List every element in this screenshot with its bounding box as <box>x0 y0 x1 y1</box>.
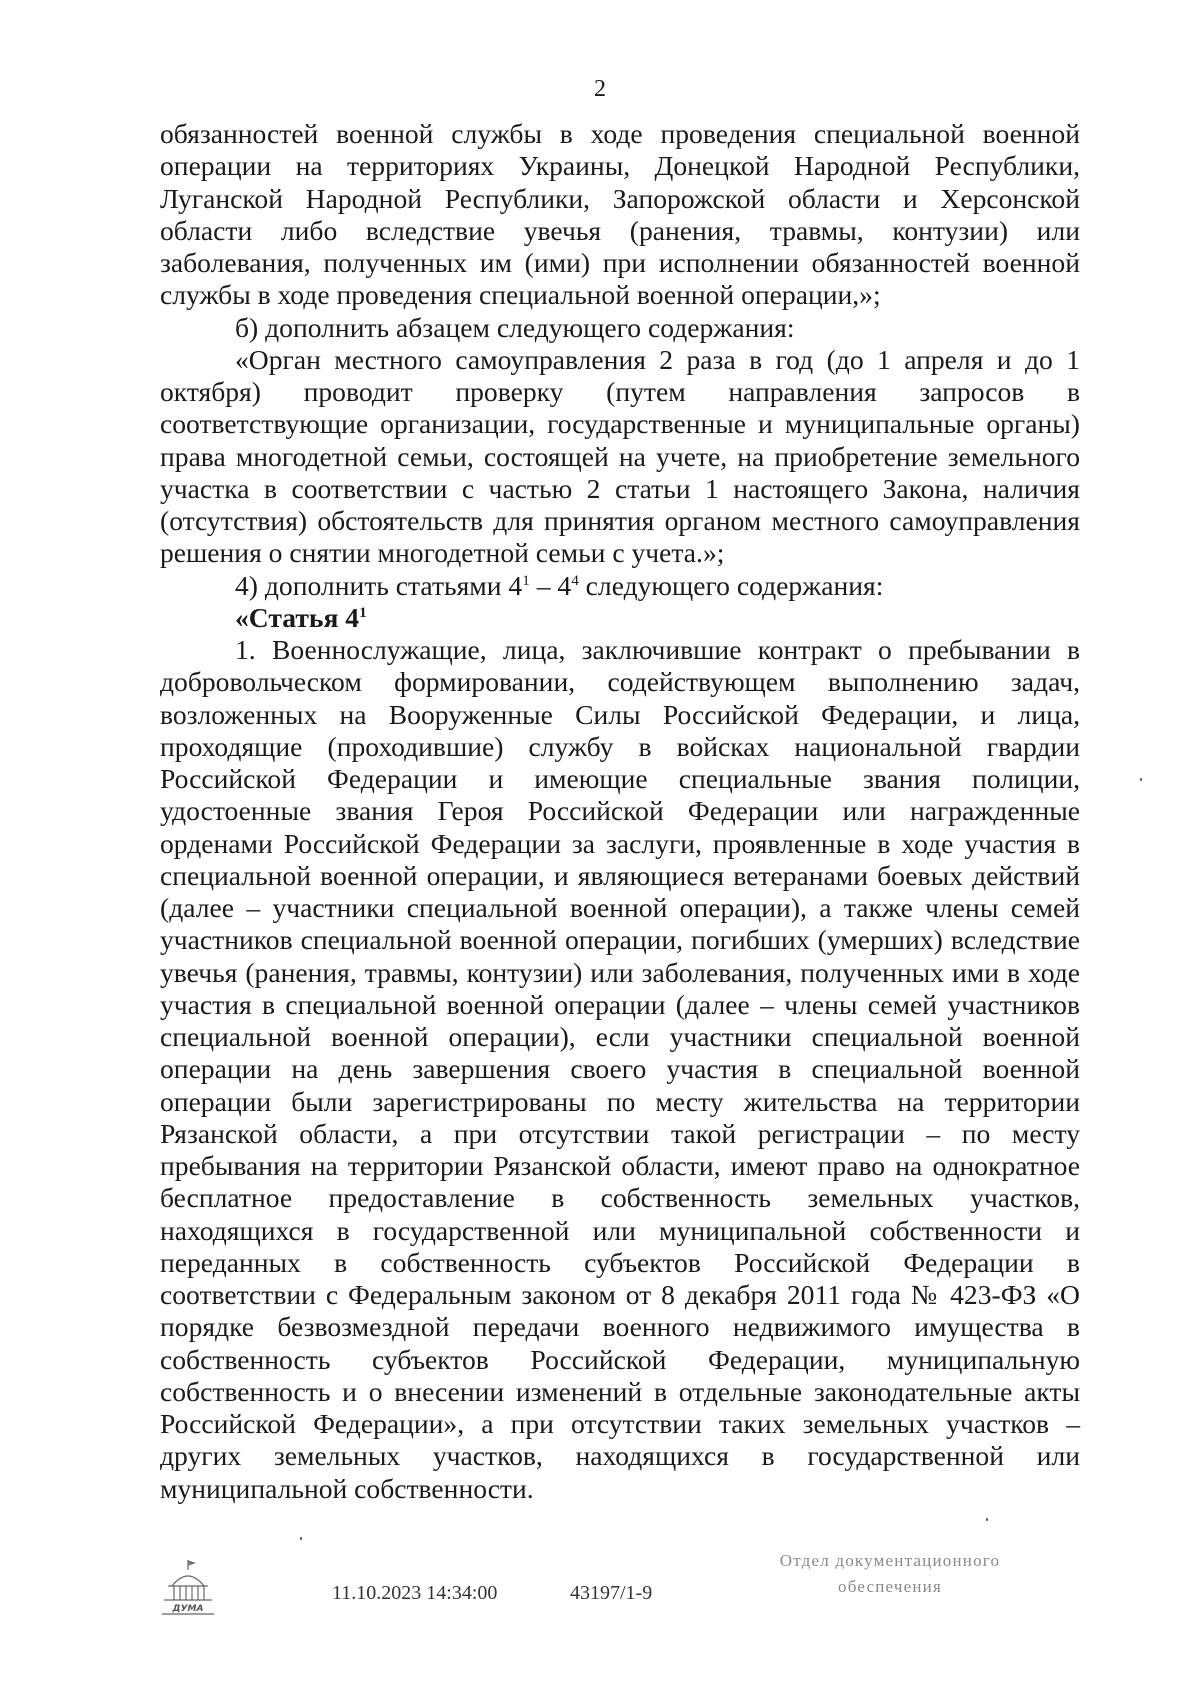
paragraph-article-clause-1: 1. Военнослужащие, лица, заключившие контракт о пребывании в добровольческом формировании, содействующем выполнению задач, возложенных на Вооруженные Силы Российской Федерации, и лица, проходящие (проходившие) службу в войсках национальной гвардии Российской Федерации и имеющие специальные звания полиции, удостоенные звания Героя Российской Федерации или награжденные орденами Российской Федерации за заслуги, проявленные в ходе участия в специальной военной операции, и являющиеся ветеранами боевых действий (далее – участники специальной военной операции), а также члены семей участников специальной военной операции, погибших (умерших) вследствие увечья (ранения, травмы, контузии) или заболевания, полученных ими в ходе участия в специальной военной операции (далее – члены семей участников специальной военной операции), если участники специальной военной операции на день завершения своего участия в специальной военной операции были зарегистрированы по месту жительства на территории Рязанской области, а при отсутствии такой регистрации – по месту пребывания на территории Рязанской области, имеют право на однократное бесплатное предоставление в собственность земельных участков, находящихся в государственной или муниципальной собственности и переданных в собственность субъектов Российской Федерации в соответствии с Федеральным законом от 8 декабря 2011 года № 423-ФЗ «О порядке безвозмездной передачи военного недвижимого имущества в собственность субъектов Российской Федерации, муниципальную собственность и о внесении изменений в отдельные законодательные акты Российской Федерации», а при отсутствии таких земельных участков – других земельных участков, находящихся в государственной или муниципальной собственности. <box>160 634 1080 1504</box>
scan-speck <box>300 1537 302 1540</box>
paragraph-quoted-amendment: «Орган местного самоуправления 2 раза в год (до 1 апреля и до 1 октября) проводит проверку (путем направления запросов в соответствующие организации, государственные и муниципальные органы) права многодетной семьи, состоящей на учете, на приобретение земельного участка в соответствии с частью 2 статьи 1 настоящего Закона, наличия (отсутствия) обстоятельств для принятия органом местного самоуправления решения о снятии многодетной семьи с учета.»; <box>160 343 1080 569</box>
logo-label: ДУМА <box>172 1604 204 1614</box>
scan-speck <box>1140 778 1142 781</box>
scan-speck <box>986 1518 988 1521</box>
point-4-dash: – 4 <box>529 569 572 601</box>
point-4-text: 4) дополнить статьями 4 <box>235 569 523 601</box>
article-heading <box>160 602 1080 634</box>
paragraph-continuation: обязанностей военной службы в ходе проведения специальной военной операции на территориях Украины, Донецкой Народной Республики, Луганской Народной Республики, Запорожской области и Херсонской области либо вследствие увечья (ранения, травмы, контузии) или заболевания, полученных им (ими) при исполнении обязанностей военной службы в ходе проведения специальной военной операции,»; <box>160 118 1080 311</box>
superscript: 1 <box>359 603 367 621</box>
stamp-line-1: Отдел документационного <box>779 1551 1001 1570</box>
superscript: 1 <box>522 571 530 589</box>
paragraph-point-4 <box>160 570 1080 602</box>
document-body <box>160 118 1080 1505</box>
department-stamp <box>720 1548 1060 1600</box>
superscript: 4 <box>571 571 579 589</box>
footer-datetime: 11.10.2023 14:34:00 <box>332 1582 498 1604</box>
duma-logo-icon <box>158 1558 218 1618</box>
stamp-line-2: обеспечения <box>838 1577 942 1596</box>
paragraph-subpoint-b: б) дополнить абзацем следующего содержания: <box>235 311 795 343</box>
footer-document-number: 43197/1-9 <box>570 1582 653 1604</box>
point-4-tail: следующего содержания: <box>578 569 884 601</box>
page-number: 2 <box>594 76 606 102</box>
article-heading-text: «Статья 4 <box>235 601 360 633</box>
